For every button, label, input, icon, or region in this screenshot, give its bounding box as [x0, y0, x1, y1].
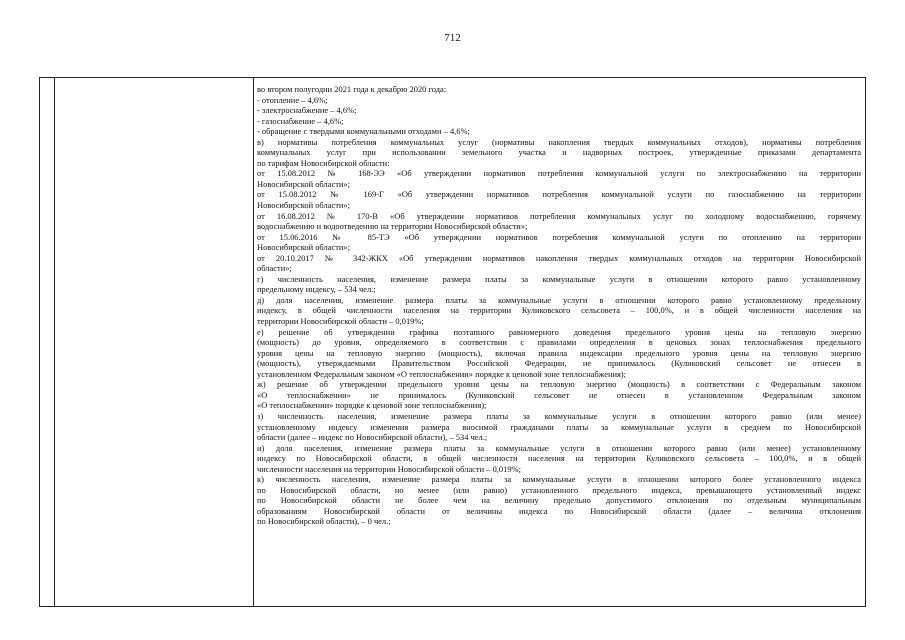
- text-line: территории Новосибирской области – 0,019%;: [257, 316, 424, 327]
- text-line: предельному индексу, – 534 чел.;: [257, 284, 376, 295]
- text-line: - отопление – 4,6%;: [257, 94, 328, 105]
- text-line: (мощность) до уровня, определяемого в соответствии с правилами определения в ценовых зонах теплоснабжения предельного: [257, 337, 861, 348]
- text-line: ж) решение об утверждении предельного уровня цены на тепловую энергию (мощность) в соответствии с Федеральным законом: [257, 379, 861, 390]
- text-line: от 16.08.2012 № 170-В «Об утверждении нормативов потребления коммунальных услуг по холодному водоснабжению, горячему: [257, 210, 861, 221]
- text-line: «О теплоснабжении» не принималось (Куликовский сельсовет не отнесен в установленном Федеральным законом: [257, 389, 861, 400]
- table-column-divider: [54, 78, 55, 606]
- text-line: Новосибирской области»;: [257, 178, 350, 189]
- text-line: индексу, в общей численности населения на территории Куликовского сельсовета – 100,0%, и в общей численности населения на: [257, 305, 861, 316]
- text-line: установленному индексу изменения размера вносимой гражданами платы за коммунальные услуги в среднем по Новосибирской: [257, 421, 861, 432]
- text-line: от 15.08.2012 № 168-ЭЭ «Об утверждении нормативов потребления коммунальной услуги по электроснабжению на территории: [257, 168, 861, 179]
- text-line: по Новосибирской области, но менее (или равно) установленного предельного индекса, превышающего установленный индекс: [257, 484, 861, 495]
- text-line: е) решение об утверждении графика поэтапного равномерного доведения предельного уровня цены на тепловую энергию: [257, 326, 861, 337]
- text-line: - газоснабжение – 4,6%;: [257, 115, 344, 126]
- text-line: з) численность населения, изменение размера платы за коммунальные услуги в отношении которого равно (или менее): [257, 410, 861, 421]
- text-line: коммунальных услуг при использовании земельного участка и надворных построек, утвержденные приказами департамента: [257, 147, 861, 158]
- text-line: Новосибирской области»;: [257, 200, 350, 211]
- text-line: (мощность), утверждаемыми Правительством Российской Федерации, не принималось (Куликовский сельсовет не отнесен в: [257, 358, 861, 369]
- text-line: во втором полугодии 2021 года к декабрю 2020 года:: [257, 84, 447, 94]
- page-number: 712: [444, 32, 461, 44]
- text-line: по тарифам Новосибирской области:: [257, 157, 390, 168]
- text-line: установленном Федеральным законом «О теплоснабжении» порядке к ценовой зоне теплоснабжения);: [257, 368, 627, 379]
- text-line: области»;: [257, 263, 292, 274]
- text-line: Новосибирской области»;: [257, 242, 350, 253]
- text-line: - обращение с твердыми коммунальными отходами – 4,6%;: [257, 126, 470, 137]
- text-line: образованиям Новосибирской области от величины индекса по Новосибирской области (далее – величина отклонения: [257, 505, 861, 516]
- text-line: и) доля населения, изменение размера платы за коммунальные услуги в отношении которого равно (или менее) установленному: [257, 442, 861, 453]
- document-table: [39, 77, 866, 607]
- table-cell-text: [257, 84, 861, 527]
- text-line: от 20.10.2017 № 342-ЖКХ «Об утверждении нормативов накопления твердых коммунальных отходов на территории Новосибирской: [257, 252, 861, 263]
- text-line: от 15.06.2016 № 85-ТЭ «Об утверждении нормативов потребления коммунальной услуги по отоплению на территории: [257, 231, 861, 242]
- text-line: г) численность населения, изменение размера платы за коммунальные услуги в отношении которого равно установленному: [257, 273, 861, 284]
- text-line: к) численность населения, изменение размера платы за коммунальные услуги в отношении которого более установленного индекса: [257, 474, 861, 485]
- text-line: области (далее – индекс по Новосибирской области), – 534 чел.;: [257, 432, 488, 443]
- text-line: численности населения на территории Новосибирской области – 0,019%;: [257, 463, 521, 474]
- text-line: «О теплоснабжении» порядке к ценовой зоне теплоснабжения);: [257, 400, 487, 411]
- text-line: по Новосибирской области не более чем на величину предельно допустимого отклонения по отдельным муниципальным: [257, 495, 861, 506]
- text-line: индексу по Новосибирской области, в общей численности населения на территории Куликовского сельсовета – 100,0%, и в общей: [257, 453, 861, 464]
- text-line: - электроснабжение – 4,6%;: [257, 105, 357, 116]
- text-line: по Новосибирской области), – 0 чел.;: [257, 516, 391, 527]
- table-column-divider: [253, 78, 254, 606]
- text-line: от 15.08.2012 № 169-Г «Об утверждении нормативов потребления коммунальной услуги по газоснабжению на территории: [257, 189, 861, 200]
- text-line: водоснабжению и водоотведению на территории Новосибирской области»;: [257, 221, 528, 232]
- text-line: д) доля населения, изменение размера платы за коммунальные услуги в отношении которого равно установленному предельному: [257, 294, 861, 305]
- text-line: уровня цены на тепловую энергию (мощность), включая правила индексации предельного уровня цены на тепловую энергию: [257, 347, 861, 358]
- text-line: в) нормативы потребления коммунальных услуг (нормативы накопления твердых коммунальных отходов), нормативы потребления: [257, 136, 861, 147]
